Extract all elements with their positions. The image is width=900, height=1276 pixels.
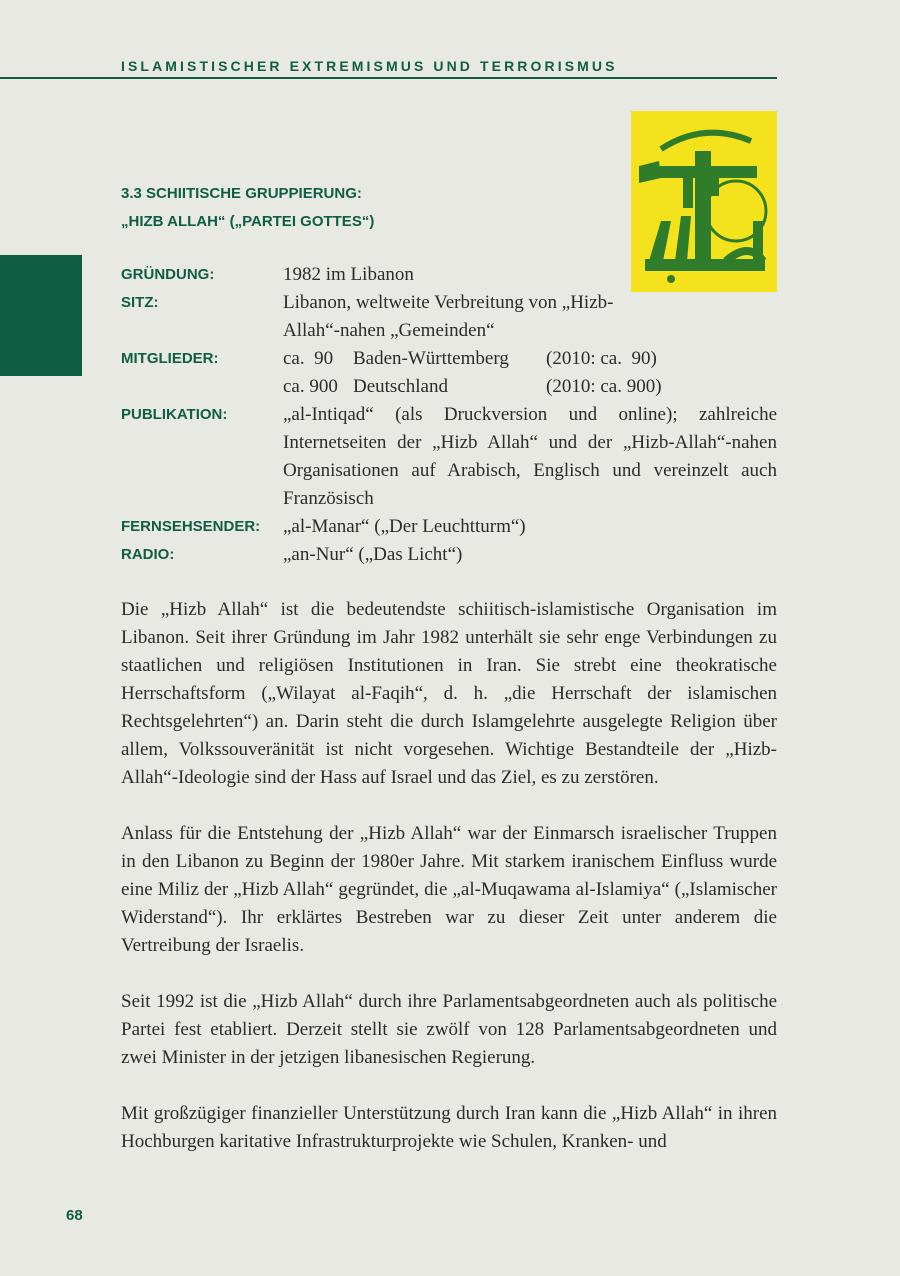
seat-label: SITZ: (121, 294, 159, 311)
member-previous: (2010: ca. 900) (546, 376, 662, 397)
member-line (283, 345, 781, 373)
body-text (121, 596, 777, 1184)
fact-row-founding (121, 261, 781, 289)
member-place: Baden-Württemberg (353, 348, 509, 369)
fact-sheet (121, 261, 781, 569)
section-title-line2: „HIZB ALLAH“ („PARTEI GOTTES“) (121, 213, 375, 230)
publication-value: „al-Intiqad“ (als Druckversion und online); zahlreiche Internetseiten der „Hizb Allah“ und der „Hizb-Allah“-nahen Organisationen auf Arabisch, Englisch und vereinzelt auch Französisch (283, 404, 777, 509)
members-value (283, 345, 781, 401)
publication-label: PUBLIKATION: (121, 406, 228, 423)
fact-row-seat (121, 289, 781, 345)
member-count: ca. 90 (283, 348, 334, 369)
fact-row-radio (121, 541, 781, 569)
tv-label: FERNSEHSENDER: (121, 518, 261, 535)
chapter-side-tab (0, 255, 82, 376)
fact-row-members (121, 345, 781, 401)
founding-label: GRÜNDUNG: (121, 266, 215, 283)
fact-row-tv (121, 513, 781, 541)
member-count: ca. 900 (283, 376, 338, 397)
body-paragraph: Die „Hizb Allah“ ist die bedeutendste schiitisch-islamistische Organisation im Libanon. Seit ihrer Gründung im Jahr 1982 unterhält sie sehr enge Verbindungen zu staatlichen und religiösen Institutionen in Iran. Sie strebt eine theokratische Herrschaftsform („Wilayat al-Faqih“, d. h. „die Herrschaft der islamischen Rechtsgelehrten“) an. Darin steht die durch Islamgelehrte ausgelegte Religion über allem, Volkssouveränität ist nicht vorgesehen. Wichtige Bestandteile der „Hizb-Allah“-Ideologie sind der Hass auf Israel und das Ziel, es zu zerstören. (121, 599, 777, 788)
member-place: Deutschland (353, 376, 448, 397)
body-paragraph: Anlass für die Entstehung der „Hizb Allah“ war der Einmarsch israelischer Truppen in den Libanon zu Beginn der 1980er Jahre. Mit starkem iranischem Einfluss wurde eine Miliz der „Hizb Allah“ gegründet, die „al-Muqawama al-Islamiya“ („Islamischer Widerstand“). Ihr erklärtes Bestreben war zu dieser Zeit unter anderem die Vertreibung der Israelis. (121, 823, 777, 956)
running-header: ISLAMISTISCHER EXTREMISMUS UND TERRORISMUS (121, 58, 618, 74)
seat-value: Libanon, weltweite Verbreitung von „Hizb-Allah“-nahen „Gemeinden“ (283, 292, 614, 341)
body-paragraph: Mit großzügiger finanzieller Unterstützung durch Iran kann die „Hizb Allah“ in ihren Hochburgen karitative Infrastrukturprojekte wie Schulen, Kranken- und (121, 1103, 777, 1152)
page-number: 68 (66, 1207, 83, 1224)
body-paragraph: Seit 1992 ist die „Hizb Allah“ durch ihre Parlamentsabgeordneten auch als politische Partei fest etabliert. Derzeit stellt sie zwölf von 128 Parlamentsabgeordneten und zwei Minister in der jetzigen libanesischen Regierung. (121, 991, 777, 1068)
founding-value: 1982 im Libanon (283, 264, 414, 285)
fact-row-publication (121, 401, 781, 513)
section-title (121, 180, 374, 236)
member-line (283, 373, 781, 401)
section-title-line1: 3.3 SCHIITISCHE GRUPPIERUNG: (121, 185, 362, 202)
member-previous: (2010: ca. 90) (546, 348, 657, 369)
tv-value: „al-Manar“ („Der Leuchtturm“) (283, 516, 526, 537)
members-label: MITGLIEDER: (121, 350, 219, 367)
radio-label: RADIO: (121, 546, 175, 563)
header-rule (0, 77, 777, 79)
radio-value: „an-Nur“ („Das Licht“) (283, 544, 463, 565)
